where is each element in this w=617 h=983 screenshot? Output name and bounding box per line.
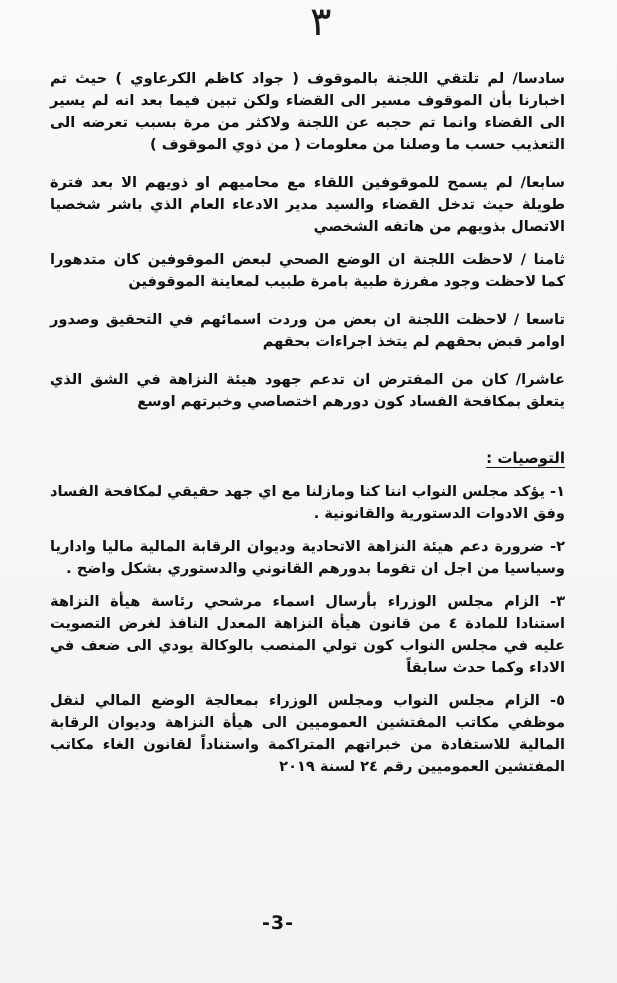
recommendation-3: ٣- الزام مجلس الوزراء بأرسال اسماء مرشحي رئاسة هيأة النزاهة استنادا للمادة ٤ من قانون هيأة النزاهة المعدل النافذ لغرض التصويت عليه في مجلس النواب كون تولي المنصب بالوكالة يودي الى ضعف في الاداء وكما حدث سابقاً <box>50 593 565 676</box>
paragraph-seventh: سابعا/ لم يسمح للموقوفين اللقاء مع محاميهم او ذويهم الا بعد فترة طويلة حيث تدخل القضاء والسيد مدير الادعاء العام الذي باشر شخصيا الاتصال بذويهم من هاتفه الشخصي <box>50 174 565 235</box>
document-body <box>50 68 565 778</box>
paragraph-eighth: ثامنا / لاحظت اللجنة ان الوضع الصحي لبعض الموقوفين كان متدهورا كما لاحظت وجود مفرزة طبية بامرة طبيب لمعاينة الموقوفين <box>50 251 565 290</box>
paragraph-ninth: تاسعا / لاحظت اللجنة ان بعض من وردت اسمائهم في التحقيق وصدور اوامر قبض بحقهم لم يتخذ اجراءات بحقهم <box>50 311 565 350</box>
paragraph-tenth: عاشرا/ كان من المفترض ان تدعم جهود هيئة النزاهة في الشق الذي يتعلق بمكافحة الفساد كون دورهم اختصاصي وخبرتهم اوسع <box>50 371 565 410</box>
recommendation-5: ٥- الزام مجلس النواب ومجلس الوزراء بمعالجة الوضع المالي لنقل موظفي مكاتب المفتشين العموميين الى هيأة النزاهة وديوان الرقابة المالية للاستفادة من خبراتهم المتراكمة واستناداً لقانون الغاء مكاتب المفتشين العموميين رقم ٢٤ لسنة ٢٠١٩ <box>50 692 565 775</box>
recommendation-2: ٢- ضرورة دعم هيئة النزاهة الاتحادية وديوان الرقابة المالية ماليا واداريا وسياسيا من اجل ان تقوما بدورهم القانوني والدستوري بشكل واضح . <box>50 538 565 577</box>
handwritten-page-number: ٣ <box>310 0 332 45</box>
recommendations-heading: التوصيات : <box>486 449 565 467</box>
paragraph-sixth: سادسا/ لم تلتقي اللجنة بالموقوف ( جواد كاظم الكرعاوي ) حيث تم اخبارنا بأن الموقوف مسير الى القضاء ولكن تبين فيما بعد انه لم يسير الى القضاء وانما تم حجبه عن اللجنة ولاكثر من مرة بسبب تعرضه الى التعذيب حسب ما وصلنا من معلومات ( من ذوي الموقوف ) <box>50 70 565 153</box>
recommendation-1: ١- يؤكد مجلس النواب اننا كنا ومازلنا مع اي جهد حقيقي لمكافحة الفساد وفق الادوات الدستورية والقانونية . <box>50 483 565 522</box>
footer-page-number: -3- <box>262 912 294 934</box>
